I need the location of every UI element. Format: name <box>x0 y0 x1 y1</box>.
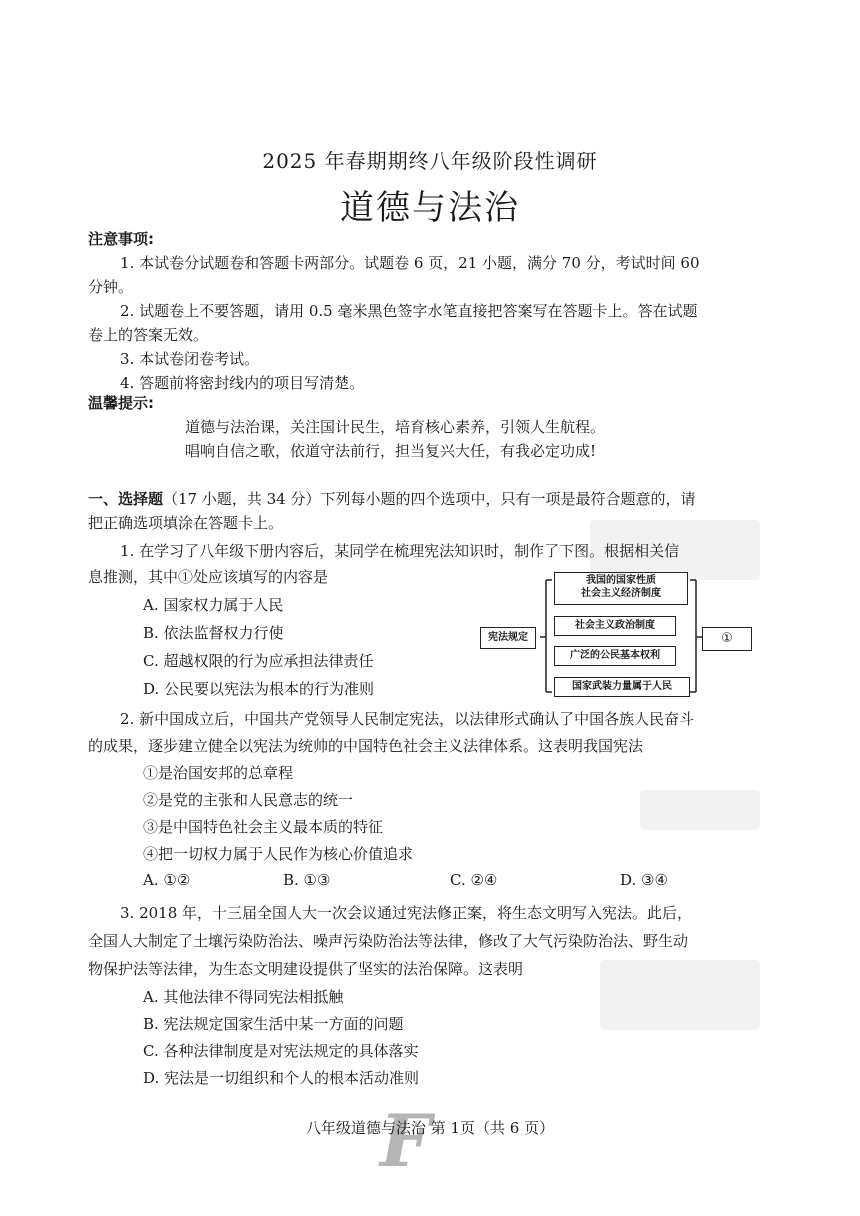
scan-smudge <box>640 790 760 830</box>
notice-item-1: 1. 本试卷分试题卷和答题卡两部分。试题卷 6 页，21 小题，满分 70 分，考试时间 60 <box>120 254 700 272</box>
tips-line-1: 道德与法治课，关注国计民生，培育核心素养，引领人生航程。 <box>185 418 606 436</box>
subject-title: 道德与法治 <box>340 188 520 228</box>
q1-stem: 1. 在学习了八年级下册内容后，某同学在梳理宪法知识时，制作了下图。根据相关信 <box>120 542 680 560</box>
page-footer: 八年级道德与法治 第 1页（共 6 页） <box>305 1119 555 1137</box>
diagram-box-3: 广泛的公民基本权利 <box>554 646 676 666</box>
diagram-left-label: 宪法规定 <box>480 627 536 649</box>
tips-line-2: 唱响自信之歌，依道守法前行，担当复兴大任，有我必定功成! <box>185 442 597 460</box>
diagram-box-2: 社会主义政治制度 <box>554 616 676 636</box>
q3-stem-cont-1: 全国人大制定了土壤污染防治法、噪声污染防治法等法律，修改了大气污染防治法、野生动 <box>88 932 689 950</box>
q2-item-4: ④把一切权力属于人民作为核心价值追求 <box>143 845 414 863</box>
q2-option-b: B. ①③ <box>283 871 331 889</box>
paper-version-mark: F <box>380 1098 432 1183</box>
scan-smudge <box>600 960 760 1030</box>
q2-option-a: A. ①② <box>143 871 191 889</box>
q3-option-c: C. 各种法律制度是对宪法规定的具体落实 <box>143 1042 419 1060</box>
q1-stem-cont: 息推测，其中①处应该填写的内容是 <box>88 568 329 586</box>
diagram-box-1 <box>554 572 688 605</box>
q2-item-3: ③是中国特色社会主义最本质的特征 <box>143 818 384 836</box>
section-1-label: 一、选择题 <box>88 490 164 508</box>
notice-heading: 注意事项: <box>88 230 154 248</box>
diagram-box-4: 国家武装力量属于人民 <box>554 677 690 697</box>
notice-item-3: 3. 本试卷闭卷考试。 <box>120 350 260 368</box>
diagram-result-box: ① <box>702 627 752 651</box>
q2-stem-cont: 的成果，逐步建立健全以宪法为统帅的中国特色社会主义法律体系。这表明我国宪法 <box>88 737 644 755</box>
notice-item-4: 4. 答题前将密封线内的项目写清楚。 <box>120 374 365 392</box>
q2-item-2: ②是党的主张和人民意志的统一 <box>143 791 354 809</box>
q2-option-c: C. ②④ <box>450 871 498 889</box>
q3-option-a: A. 其他法律不得同宪法相抵触 <box>143 988 344 1006</box>
q3-option-d: D. 宪法是一切组织和个人的根本活动准则 <box>143 1069 420 1087</box>
q3-stem: 3. 2018 年，十三届全国人大一次会议通过宪法修正案，将生态文明写入宪法。此后， <box>120 904 693 922</box>
q3-stem-cont-2: 物保护法等法律，为生态文明建设提供了坚实的法治保障。这表明 <box>88 960 524 978</box>
q2-option-d: D. ③④ <box>620 871 668 889</box>
q2-stem: 2. 新中国成立后，中国共产党领导人民制定宪法，以法律形式确认了中国各族人民奋斗 <box>120 710 695 728</box>
exam-title: 2025 年春期期终八年级阶段性调研 <box>262 149 598 173</box>
diagram-box-1-line-1: 我国的国家性质 <box>586 575 656 586</box>
notice-item-1-cont: 分钟。 <box>88 278 134 296</box>
q3-option-b: B. 宪法规定国家生活中某一方面的问题 <box>143 1015 404 1033</box>
q2-item-1: ①是治国安邦的总章程 <box>143 764 294 782</box>
q1-option-c: C. 超越权限的行为应承担法律责任 <box>143 652 374 670</box>
section-1-instructions: （17 小题，共 34 分）下列每小题的四个选项中，只有一项是最符合题意的，请 <box>163 490 696 508</box>
q1-option-b: B. 依法监督权力行使 <box>143 624 284 642</box>
notice-item-2-cont: 卷上的答案无效。 <box>88 326 209 344</box>
section-1-instructions-cont: 把正确选项填涂在答题卡上。 <box>88 514 284 532</box>
q1-option-a: A. 国家权力属于人民 <box>143 596 284 614</box>
section-1-heading <box>88 488 696 509</box>
q1-option-d: D. 公民要以宪法为根本的行为准则 <box>143 680 375 698</box>
notice-item-2: 2. 试题卷上不要答题，请用 0.5 毫米黑色签字水笔直接把答案写在答题卡上。答在试题 <box>120 302 698 320</box>
q1-constitution-diagram <box>480 570 760 700</box>
diagram-box-1-line-2: 社会主义经济制度 <box>581 588 661 599</box>
tips-heading: 温馨提示: <box>88 394 154 412</box>
